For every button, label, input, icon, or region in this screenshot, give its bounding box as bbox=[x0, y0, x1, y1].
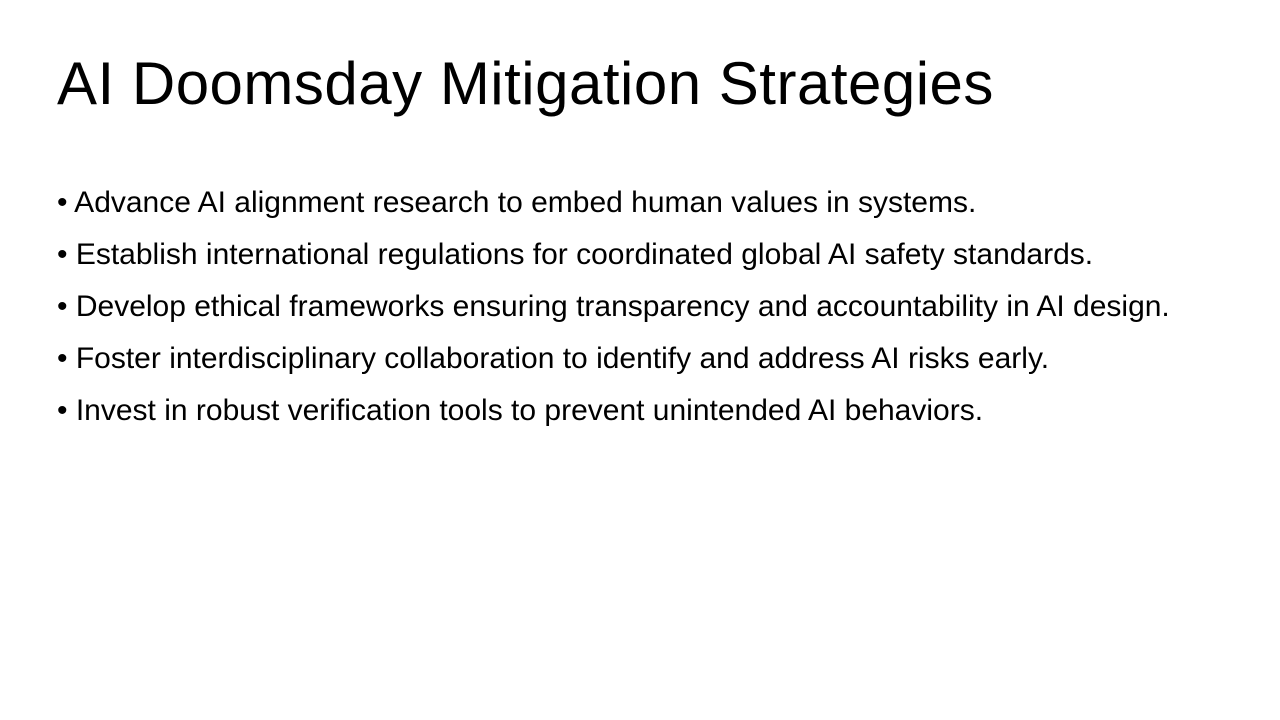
bullet-item-ethical-frameworks: • Develop ethical frameworks ensuring transparency and accountability in AI design. bbox=[57, 290, 1170, 323]
bullet-item-verification-tools: • Invest in robust verification tools to prevent unintended AI behaviors. bbox=[57, 394, 984, 427]
bullet-item-interdisciplinary-collaboration: • Foster interdisciplinary collaboration to identify and address AI risks early. bbox=[57, 342, 1050, 375]
slide-body bbox=[57, 184, 1207, 444]
bullet-item-advance-alignment: • Advance AI alignment research to embed human values in systems. bbox=[57, 186, 977, 219]
slide-title: AI Doomsday Mitigation Strategies bbox=[57, 50, 994, 117]
bullet-item-international-regulations: • Establish international regulations for coordinated global AI safety standards. bbox=[57, 238, 1094, 271]
